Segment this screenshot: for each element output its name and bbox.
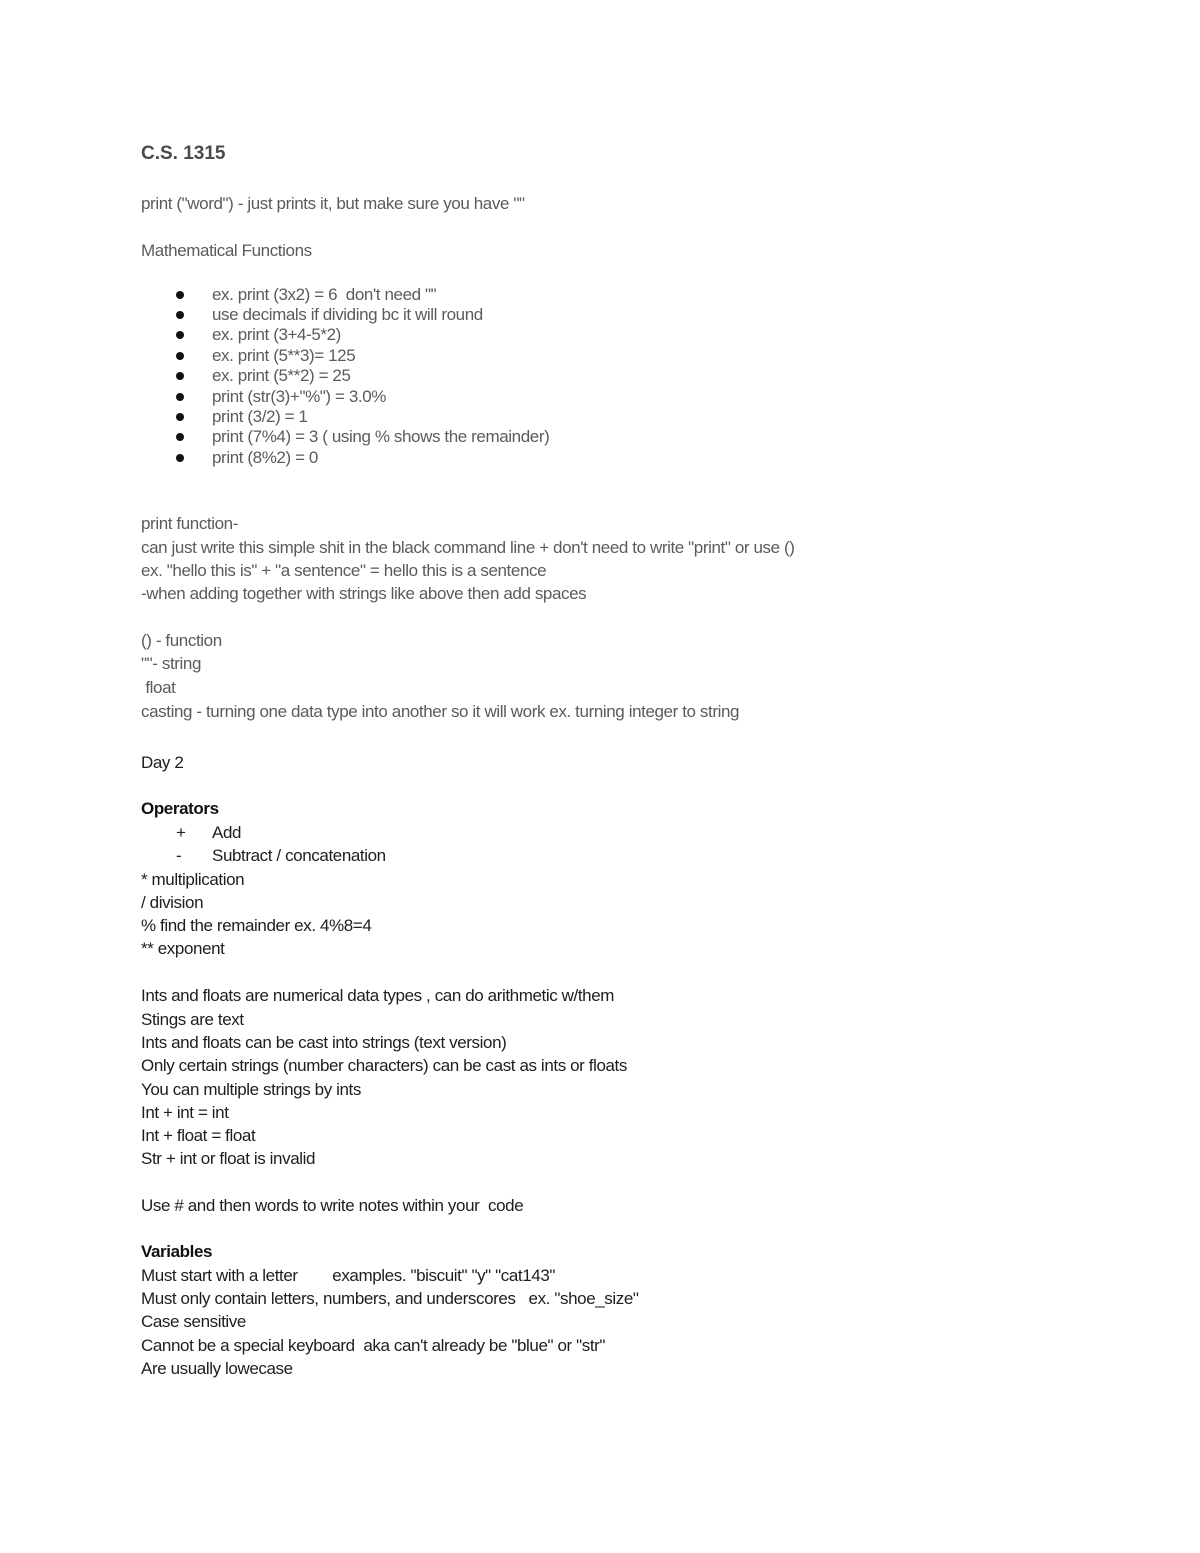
variables-note: Case sensitive — [141, 1312, 246, 1331]
bullet-dot-icon — [176, 433, 184, 441]
variables-note: Must start with a letter examples. "biscuit" "y" "cat143" — [141, 1266, 556, 1285]
types-note: Int + int = int — [141, 1103, 229, 1122]
variables-heading: Variables — [141, 1242, 213, 1261]
symbol-note: float — [141, 678, 176, 697]
variables-note: Must only contain letters, numbers, and underscores ex. "shoe_size" — [141, 1289, 639, 1308]
operator-symbol: - — [176, 846, 182, 865]
types-note: Ints and floats can be cast into strings (text version) — [141, 1033, 507, 1052]
math-heading: Mathematical Functions — [141, 241, 312, 260]
page-title: C.S. 1315 — [141, 143, 226, 164]
list-item: ex. print (3x2) = 6 don't need "" — [212, 285, 437, 304]
operator-note: / division — [141, 893, 204, 912]
print-function-line: print function- — [141, 514, 238, 533]
operator-symbol: + — [176, 823, 186, 842]
list-item: ex. print (3+4-5*2) — [212, 325, 341, 344]
operator-note: ** exponent — [141, 939, 225, 958]
bullet-dot-icon — [176, 454, 184, 462]
list-item: use decimals if dividing bc it will round — [212, 305, 483, 324]
symbol-note: ""- string — [141, 654, 202, 673]
bullet-dot-icon — [176, 311, 184, 319]
comment-note: Use # and then words to write notes within your code — [141, 1196, 524, 1215]
bullet-dot-icon — [176, 372, 184, 380]
operator-label: Subtract / concatenation — [212, 846, 386, 865]
types-note: Only certain strings (number characters) can be cast as ints or floats — [141, 1056, 627, 1075]
list-item: print (str(3)+"%") = 3.0% — [212, 387, 387, 406]
list-item: print (8%2) = 0 — [212, 448, 318, 467]
variables-note: Cannot be a special keyboard aka can't already be "blue" or "str" — [141, 1336, 606, 1355]
bullet-dot-icon — [176, 352, 184, 360]
day-heading: Day 2 — [141, 753, 184, 772]
operators-heading: Operators — [141, 799, 219, 818]
list-item: ex. print (5**3)= 125 — [212, 346, 356, 365]
list-item: print (3/2) = 1 — [212, 407, 308, 426]
symbol-note: casting - turning one data type into another so it will work ex. turning integer to string — [141, 702, 740, 721]
operator-note: % find the remainder ex. 4%8=4 — [141, 916, 372, 935]
types-note: Stings are text — [141, 1010, 244, 1029]
list-item: ex. print (5**2) = 25 — [212, 366, 351, 385]
types-note: Ints and floats are numerical data types , can do arithmetic w/them — [141, 986, 615, 1005]
operator-note: * multiplication — [141, 870, 245, 889]
types-note: You can multiple strings by ints — [141, 1080, 361, 1099]
print-function-line: ex. "hello this is" + "a sentence" = hello this is a sentence — [141, 561, 547, 580]
bullet-dot-icon — [176, 291, 184, 299]
print-function-line: -when adding together with strings like above then add spaces — [141, 584, 587, 603]
list-item: print (7%4) = 3 ( using % shows the remainder) — [212, 427, 550, 446]
operator-label: Add — [212, 823, 242, 842]
bullet-dot-icon — [176, 393, 184, 401]
bullet-dot-icon — [176, 331, 184, 339]
print-function-line: can just write this simple shit in the black command line + don't need to write "print" or use () — [141, 538, 795, 557]
symbol-note: () - function — [141, 631, 222, 650]
print-note: print ("word") - just prints it, but make sure you have "" — [141, 194, 525, 213]
variables-note: Are usually lowecase — [141, 1359, 293, 1378]
types-note: Str + int or float is invalid — [141, 1149, 316, 1168]
types-note: Int + float = float — [141, 1126, 256, 1145]
bullet-dot-icon — [176, 413, 184, 421]
